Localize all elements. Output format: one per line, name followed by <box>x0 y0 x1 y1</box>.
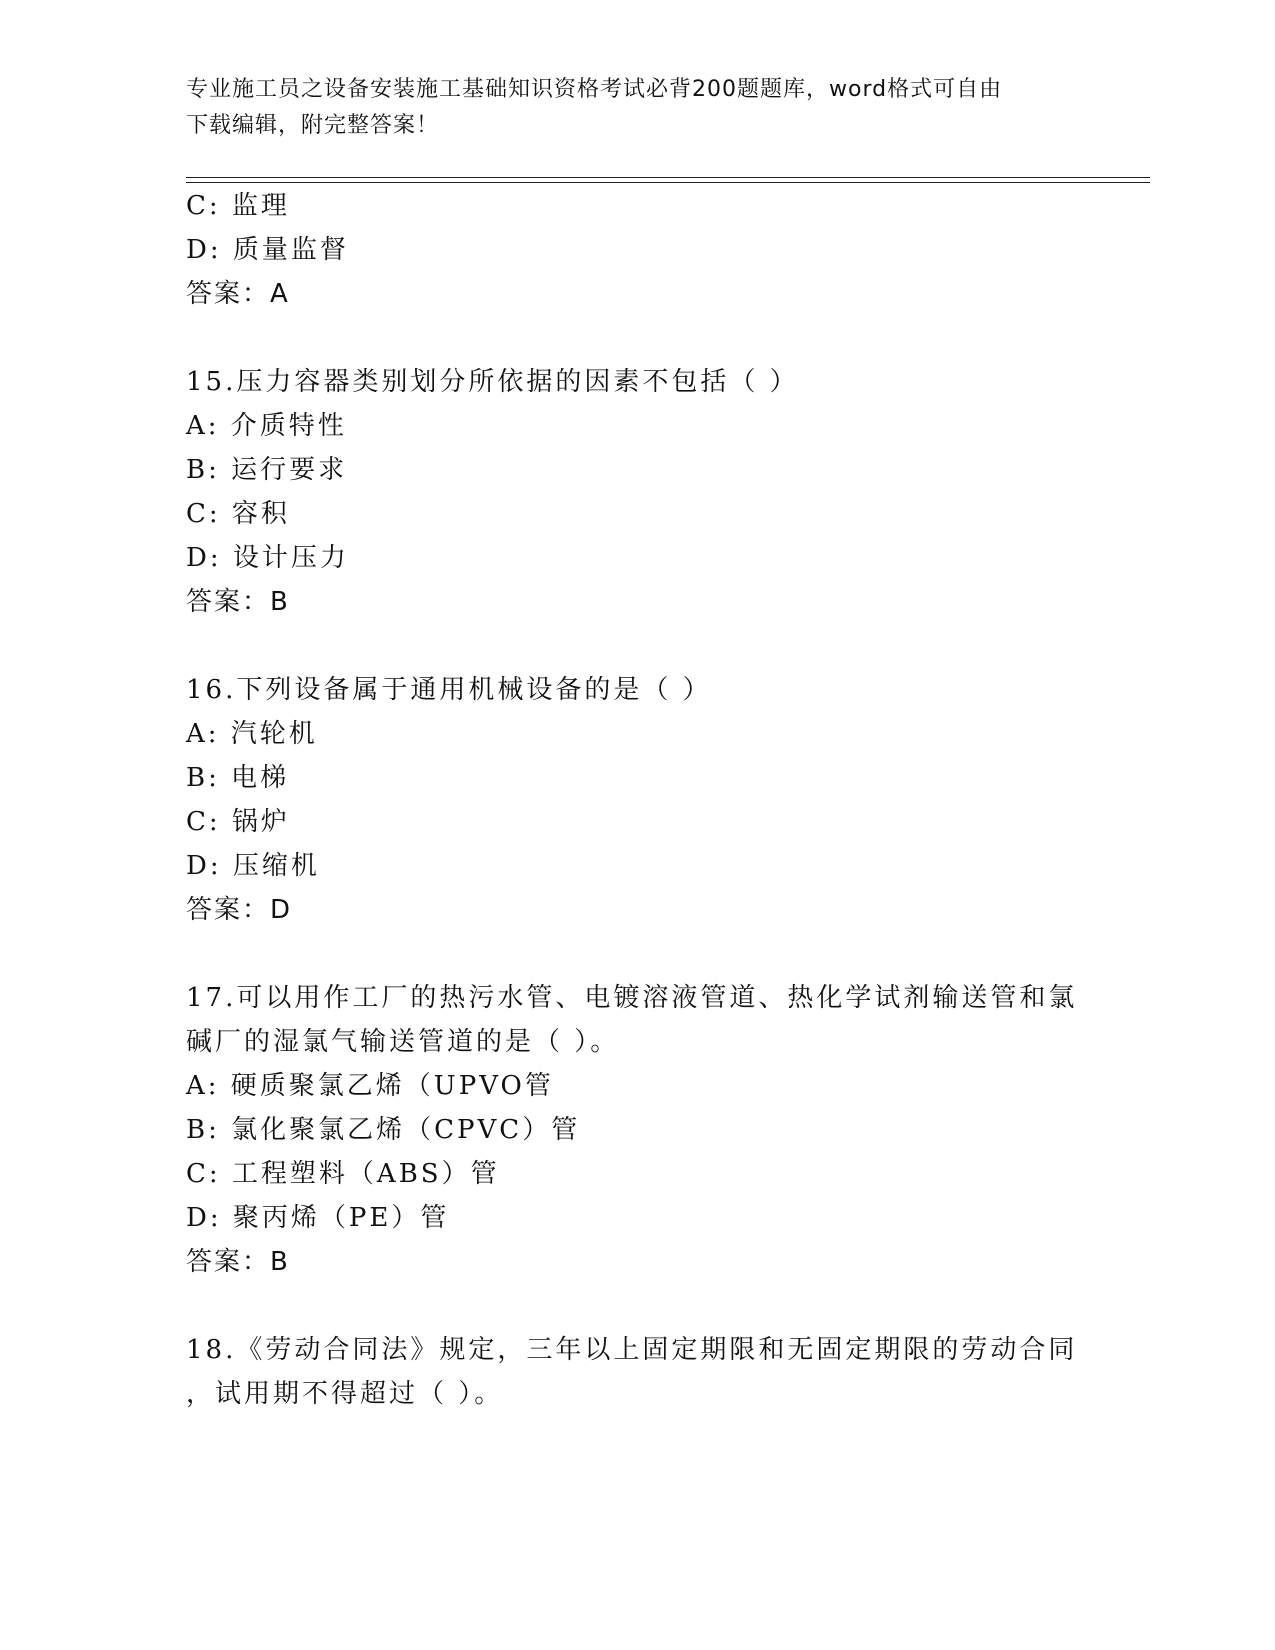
option-b: B: 氯化聚氯乙烯（CPVC）管 <box>186 1115 581 1145</box>
option-d: D: 设计压力 <box>186 543 349 573</box>
option-b: B: 电梯 <box>186 763 290 793</box>
question-stem: 18.《劳动合同法》规定，三年以上固定期限和无固定期限的劳动合同 <box>186 1335 1078 1365</box>
option-d: D: 聚丙烯（PE）管 <box>186 1203 450 1233</box>
answer: 答案：B <box>186 587 290 617</box>
header-line-1: 专业施工员之设备安装施工基础知识资格考试必背200题题库，word格式可自由 <box>186 77 1003 102</box>
question-stem: 15.压力容器类别划分所依据的因素不包括（ ） <box>186 367 799 397</box>
answer: 答案：D <box>186 895 293 925</box>
question-stem: 17.可以用作工厂的热污水管、电镀溶液管道、热化学试剂输送管和氯 <box>186 983 1078 1013</box>
option-c: C: 容积 <box>186 499 290 529</box>
option-d: D: 压缩机 <box>186 851 320 881</box>
option-a: A: 介质特性 <box>186 411 347 441</box>
document-header <box>186 72 1086 144</box>
question-stem: 16.下列设备属于通用机械设备的是（ ） <box>186 675 712 705</box>
question-stem-continued: 碱厂的湿氯气输送管道的是（ ）。 <box>186 1027 620 1057</box>
header-divider-bottom <box>186 182 1150 183</box>
answer: 答案：B <box>186 1247 290 1277</box>
option-c: C: 工程塑料（ABS）管 <box>186 1159 500 1189</box>
option-d: D: 质量监督 <box>186 235 349 265</box>
option-a: A: 硬质聚氯乙烯（UPVO管 <box>186 1071 554 1101</box>
option-c: C: 监理 <box>186 191 290 221</box>
header-line-2: 下载编辑，附完整答案！ <box>186 113 440 138</box>
option-b: B: 运行要求 <box>186 455 348 485</box>
question-stem-continued: ，试用期不得超过（ ）。 <box>186 1379 504 1409</box>
option-c: C: 锅炉 <box>186 807 290 837</box>
option-a: A: 汽轮机 <box>186 719 318 749</box>
header-divider-top <box>186 177 1150 178</box>
answer: 答案：A <box>186 279 290 309</box>
